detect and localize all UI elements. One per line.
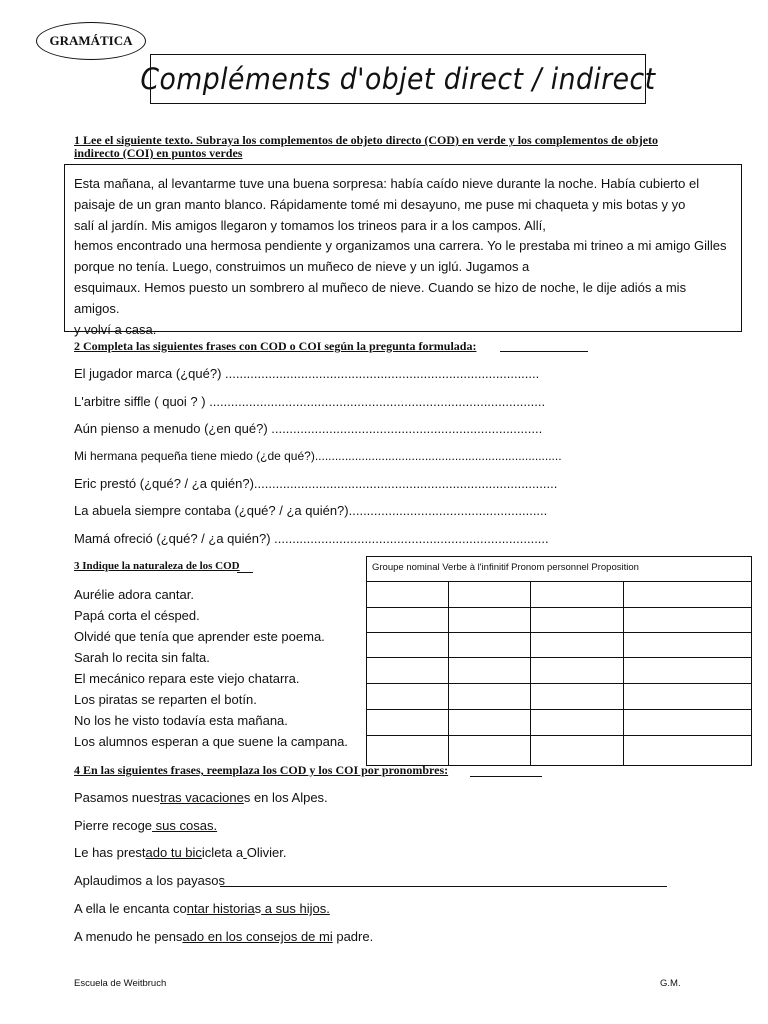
table-column — [530, 581, 624, 766]
exercise-3-item: Papá corta el césped. — [74, 608, 200, 623]
text-line: salí al jardín. Mis amigos llegaron y tomamos los trineos para ir a los campos. Allí, — [74, 217, 546, 233]
exercise-2-item: Mi hermana pequeña tiene miedo (¿de qué?).......................................................................... — [74, 449, 562, 463]
heading-underline — [500, 351, 588, 352]
exercise-2-heading-text: 2 Completa las siguientes frases con COD o COI según la pregunta formulada: — [74, 339, 477, 353]
table-header-text: Groupe nominal Verbe à l'infinitif Pronom personnel Proposition — [372, 562, 639, 573]
exercise-3-item: El mecánico repara este viejo chatarra. — [74, 671, 300, 686]
table-row-line — [366, 632, 752, 633]
page-title: Compléments d'objet direct / indirect — [140, 62, 656, 96]
exercise-2-item: Aún pienso a menudo (¿en qué?) ........................................................................... — [74, 421, 543, 436]
text-line: esquimaux. Hemos puesto un sombrero al muñeco de nieve. Cuando se hizo de noche, le dije adiós a mis amigos. — [74, 279, 687, 316]
exercise-4-item: Pasamos nuestras vacaciones en los Alpes. — [74, 790, 328, 805]
exercise-1-heading-line1: 1 Lee el siguiente texto. Subraya los complementos de objeto directo (COD) en verde y los complementos de objeto — [74, 133, 659, 147]
exercise-4-heading-text: 4 En las siguientes frases, reemplaza los COD y los COI por pronombres: — [74, 763, 449, 777]
table-row-line — [366, 683, 752, 684]
exercise-4-item: Aplaudimos a los payasos — [74, 873, 226, 888]
exercise-3-heading-text: 3 Indique la naturaleza de los COD — [74, 560, 240, 572]
table-column — [623, 581, 752, 766]
exercise-2-item: Eric prestó (¿qué? / ¿a quién?).................................................................................... — [74, 476, 558, 491]
exercise-3-item: No los he visto todavía esta mañana. — [74, 713, 288, 728]
exercise-3-item: Los piratas se reparten el botín. — [74, 692, 257, 707]
exercise-3-item: Olvidé que tenía que aprender este poema. — [74, 629, 325, 644]
table-row-line — [366, 709, 752, 710]
exercise-2-item: Mamá ofreció (¿qué? / ¿a quién?) ............................................................................ — [74, 531, 549, 546]
exercise-4-heading — [74, 764, 448, 777]
grammar-badge: GRAMÁTICA — [36, 22, 146, 60]
exercise-3-item: Los alumnos esperan a que suene la campana. — [74, 734, 348, 749]
exercise-1-heading — [74, 134, 754, 160]
text-line: porque no tenía. Luego, construimos un muñeco de nieve y un iglú. Jugamos a — [74, 259, 530, 275]
exercise-4-item: Le has prestado tu bicicleta a Olivier. — [74, 845, 287, 860]
text-line: paisaje de un gran manto blanco. Rápidamente tomé mi desayuno, me puse mi chaqueta y mis botas y yo — [74, 196, 686, 212]
text-line: y volví a casa. — [74, 321, 157, 337]
exercise-4-item: Pierre recoge sus cosas. — [74, 818, 218, 833]
table-column — [448, 581, 531, 766]
text-line: hemos encontrado una hermosa pendiente y organizamos una carrera. Yo le prestaba mi trineo a mi amigo Gilles — [74, 238, 727, 254]
exercise-1-text-box — [64, 164, 742, 337]
table-row-line — [366, 735, 752, 736]
exercise-3-item: Aurélie adora cantar. — [74, 587, 194, 602]
exercise-2-item: L'arbitre siffle ( quoi ? ) ............................................................................................. — [74, 394, 546, 409]
table-row-line — [366, 607, 752, 608]
title-box — [140, 54, 656, 104]
exercise-1-heading-line2: indirecto (COI) en puntos verdes — [74, 146, 243, 160]
exercise-3-item: Sarah lo recita sin falta. — [74, 650, 210, 665]
exercise-2-item: El jugador marca (¿qué?) ....................................................................................... — [74, 366, 540, 381]
heading-underline — [237, 572, 253, 573]
classification-table — [366, 556, 752, 766]
footer-school: Escuela de Weitbruch — [74, 978, 167, 989]
exercise-2-item: La abuela siempre contaba (¿qué? / ¿a quién?)....................................................... — [74, 503, 548, 518]
answer-blank-line — [220, 886, 667, 887]
exercise-4-item: A menudo he pensado en los consejos de mi padre. — [74, 929, 374, 944]
exercise-3-heading — [74, 560, 240, 573]
table-column — [366, 581, 449, 766]
exercise-4-item: A ella le encanta contar historias a sus hijos. — [74, 901, 330, 916]
footer-initials: G.M. — [660, 978, 681, 989]
exercise-2-heading — [74, 340, 476, 353]
heading-underline — [470, 776, 542, 777]
table-row-line — [366, 657, 752, 658]
text-line: Esta mañana, al levantarme tuve una buena sorpresa: había caído nieve durante la noche. Había cubierto el — [74, 176, 700, 191]
